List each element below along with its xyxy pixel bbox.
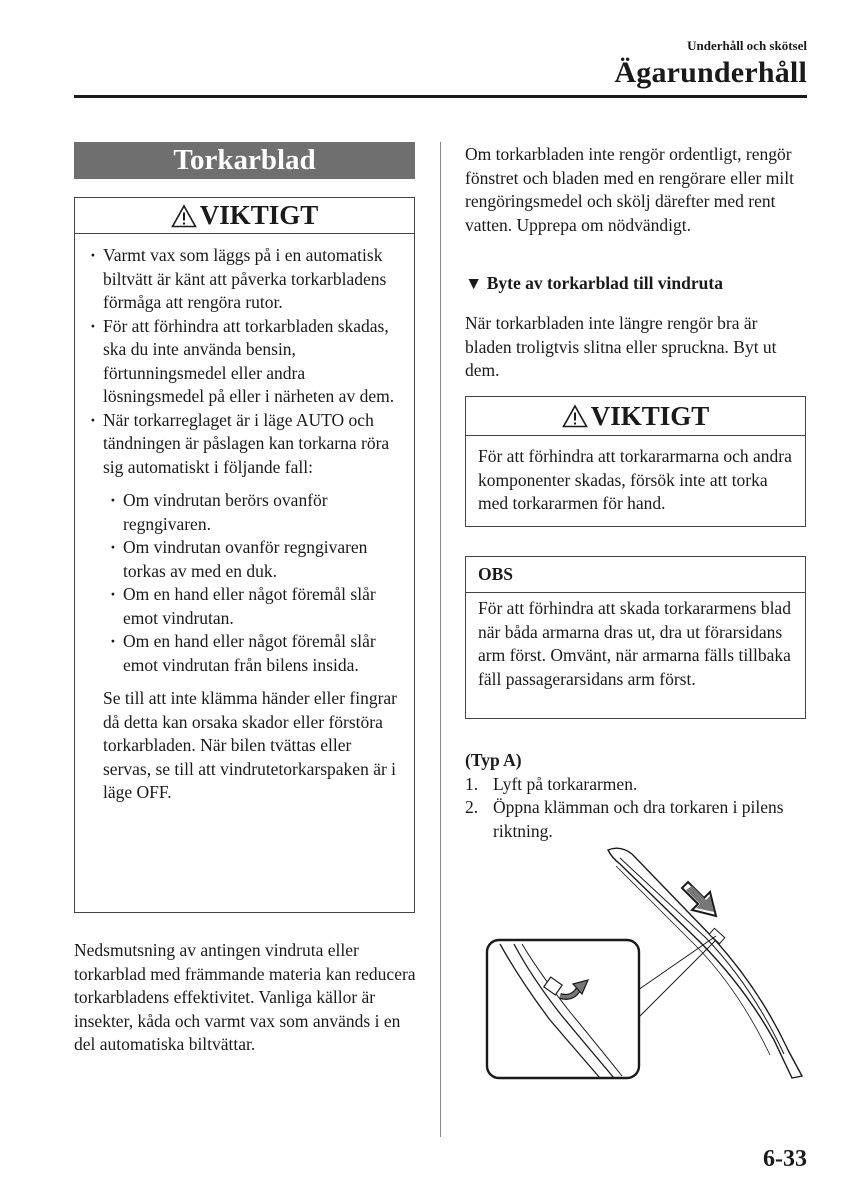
wiper-blade-illustration xyxy=(470,840,810,1080)
page-title: Ägarunderhåll xyxy=(614,56,807,89)
chapter-label: Underhåll och skötsel xyxy=(687,38,807,53)
warning-triangle-icon xyxy=(171,204,197,228)
step-number: 1. xyxy=(465,773,479,794)
body-paragraph: När torkarbladen inte längre rengör bra är bladen troligtvis slitna eller spruckna. Byt ut dem. xyxy=(465,313,777,380)
body-paragraph: Om torkarbladen inte rengör ordentligt, rengör fönstret och bladen med en rengörare eller milt rengöringsmedel och skölj därefter med rent vatten. Upprepa om nödvändigt. xyxy=(465,144,794,235)
step-text: Öppna klämman och dra torkaren i pilens riktning. xyxy=(493,797,784,841)
header-rule xyxy=(74,95,807,98)
warning-sub-bullet: · Om en hand eller något föremål slår emot vindrutan. xyxy=(109,583,400,630)
subheading-text: Byte av torkarblad till vindruta xyxy=(486,273,723,293)
warning-heading xyxy=(75,198,414,234)
section-title: Torkarblad xyxy=(74,142,415,179)
warning-bullet: · När torkarreglaget är i läge AUTO och tändningen är påslagen kan torkarna röra sig automatiskt i följande fall: xyxy=(89,409,400,480)
note-heading: OBS xyxy=(466,557,805,593)
type-label: (Typ A) xyxy=(465,750,522,770)
warning-triangle-icon xyxy=(562,404,588,428)
note-box xyxy=(465,556,806,719)
column-divider xyxy=(440,142,441,1137)
warning-sub-bullet: · Om vindrutan berörs ovanför regngivaren. xyxy=(109,489,400,536)
warning-box xyxy=(465,396,806,527)
warning-heading-text: VIKTIGT xyxy=(199,200,319,230)
procedure-step xyxy=(465,773,805,797)
warning-closing-text: Se till att inte klämma händer eller fingrar då detta kan orsaka skador eller förstöra torkarbladen. När bilen tvättas eller servas, se till att vindrutetorkarspaken är i läge OFF. xyxy=(103,688,397,802)
procedure-step xyxy=(465,796,805,843)
warning-bullet: · Varmt vax som läggs på i en automatisk biltvätt är känt att påverka torkarbladens förmåga att rengöra rutor. xyxy=(89,244,400,315)
page-number: 6-33 xyxy=(763,1146,807,1172)
warning-sub-bullet: · Om en hand eller något föremål slår emot vindrutan från bilens insida. xyxy=(109,630,400,677)
warning-box xyxy=(74,197,415,913)
warning-bullet: · För att förhindra att torkarbladen skadas, ska du inte använda bensin, förtunningsmedel eller andra lösningsmedel på eller i närheten av dem. xyxy=(89,315,400,409)
warning-heading-text: VIKTIGT xyxy=(590,400,710,431)
subheading-marker: ▼ xyxy=(465,273,483,293)
note-text: För att förhindra att skada torkararmens blad när båda armarna dras ut, dra ut förarsidans arm först. Omvänt, när armarna fälls tillbaka fäll passagerarsidans arm först. xyxy=(478,598,791,689)
body-paragraph: Nedsmutsning av antingen vindruta eller torkarblad med främmande materia kan reducera torkarbladens effektivitet. Vanliga källor är insekter, kåda och varmt vax som används i en del automatiska biltvättar. xyxy=(74,940,416,1054)
procedure xyxy=(465,749,805,843)
warning-heading xyxy=(466,397,805,436)
warning-text: För att förhindra att torkararmarna och andra komponenter skadas, försök inte att torka med torkararmen för hand. xyxy=(478,446,792,513)
step-number: 2. xyxy=(465,797,479,817)
warning-sub-bullet: · Om vindrutan ovanför regngivaren torkas av med en duk. xyxy=(109,536,400,583)
subheading xyxy=(465,273,805,294)
step-text: Lyft på torkararmen. xyxy=(493,773,638,794)
